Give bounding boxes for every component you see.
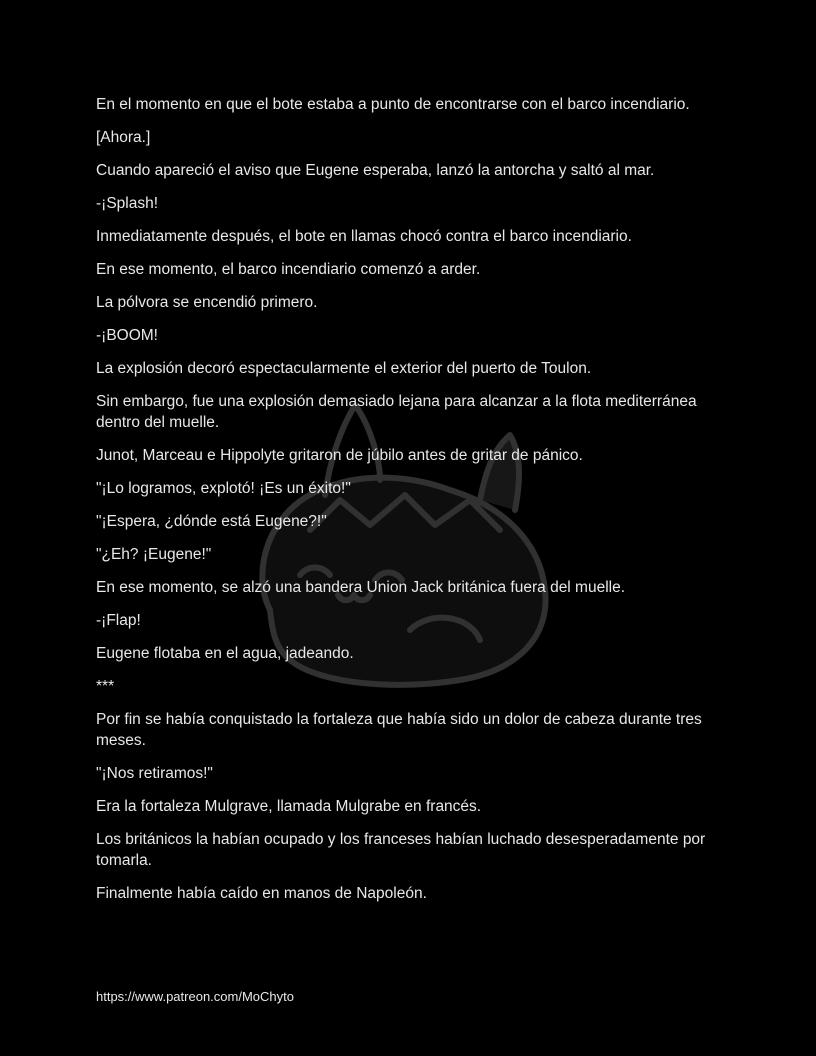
paragraph: Por fin se había conquistado la fortaleza que había sido un dolor de cabeza durante tres meses. <box>96 711 702 749</box>
paragraph: -¡Flap! <box>96 612 141 629</box>
paragraph: Inmediatamente después, el bote en llamas chocó contra el barco incendiario. <box>96 228 632 245</box>
paragraph: En ese momento, el barco incendiario comenzó a arder. <box>96 261 481 278</box>
paragraph: -¡Splash! <box>96 195 159 212</box>
section-separator: *** <box>96 678 115 695</box>
paragraph: [Ahora.] <box>96 129 151 146</box>
paragraph: Era la fortaleza Mulgrave, llamada Mulgrabe en francés. <box>96 798 482 815</box>
paragraph: Finalmente había caído en manos de Napoleón. <box>96 885 427 902</box>
paragraph: "¿Eh? ¡Eugene!" <box>96 546 212 563</box>
paragraph: La pólvora se encendió primero. <box>96 294 318 311</box>
paragraph: Cuando apareció el aviso que Eugene esperaba, lanzó la antorcha y saltó al mar. <box>96 162 655 179</box>
paragraph: La explosión decoró espectacularmente el exterior del puerto de Toulon. <box>96 360 592 377</box>
paragraph: Sin embargo, fue una explosión demasiado lejana para alcanzar a la flota mediterránea dentro del muelle. <box>96 393 697 431</box>
paragraph: "¡Nos retiramos!" <box>96 765 213 782</box>
paragraph: Los británicos la habían ocupado y los franceses habían luchado desesperadamente por tomarla. <box>96 831 706 869</box>
paragraph: Eugene flotaba en el agua, jadeando. <box>96 645 354 662</box>
paragraph: "¡Espera, ¿dónde está Eugene?!" <box>96 513 327 530</box>
paragraph: En el momento en que el bote estaba a punto de encontrarse con el barco incendiario. <box>96 96 690 113</box>
paragraph: En ese momento, se alzó una bandera Union Jack británica fuera del muelle. <box>96 579 626 596</box>
chapter-text <box>96 94 724 916</box>
paragraph: "¡Lo logramos, explotó! ¡Es un éxito!" <box>96 480 351 497</box>
paragraph: -¡BOOM! <box>96 327 158 344</box>
patreon-link[interactable]: https://www.patreon.com/MoChyto <box>96 989 294 1004</box>
paragraph: Junot, Marceau e Hippolyte gritaron de júbilo antes de gritar de pánico. <box>96 447 583 464</box>
